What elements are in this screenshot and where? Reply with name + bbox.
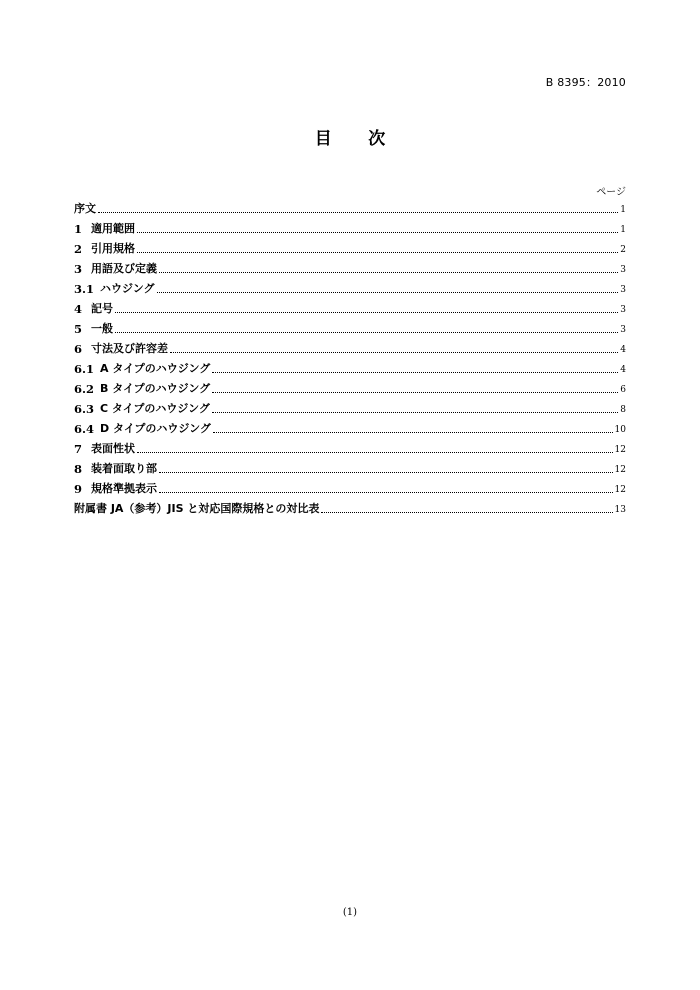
toc-entry-2[interactable] bbox=[74, 239, 626, 259]
toc-entry-3[interactable] bbox=[74, 259, 626, 279]
toc-entry-title: 装着面取り部 bbox=[91, 462, 157, 475]
toc-entry-title: C タイプのハウジング bbox=[100, 402, 210, 415]
toc-entry-6-2[interactable] bbox=[74, 379, 626, 399]
toc-entry-page: 6 bbox=[620, 385, 626, 395]
toc-entry-title: 引用規格 bbox=[91, 242, 135, 255]
toc-entry-number: 6.1 bbox=[74, 362, 95, 376]
toc-entry-title: 寸法及び許容差 bbox=[91, 342, 168, 355]
toc-entry-page: 1 bbox=[620, 225, 626, 235]
toc-entry-1[interactable] bbox=[74, 219, 626, 239]
toc-entry-3-1[interactable] bbox=[74, 279, 626, 299]
toc-entry-title: 規格準拠表示 bbox=[91, 482, 157, 495]
toc-entry-page: 10 bbox=[614, 425, 626, 435]
page-column-heading: ページ bbox=[596, 187, 626, 198]
toc-entry-number: 6.4 bbox=[74, 422, 95, 436]
table-of-contents bbox=[74, 199, 626, 519]
toc-entry-number: 2 bbox=[74, 242, 83, 256]
toc-entry-title: 記号 bbox=[91, 302, 113, 315]
toc-entry-number: 1 bbox=[74, 222, 83, 236]
toc-dot-leader bbox=[212, 372, 618, 373]
toc-entry-number: 7 bbox=[74, 442, 83, 456]
toc-entry-7[interactable] bbox=[74, 439, 626, 459]
toc-entry-number: 3 bbox=[74, 262, 83, 276]
toc-dot-leader bbox=[213, 432, 613, 433]
toc-entry-page: 4 bbox=[620, 365, 626, 375]
toc-entry-page: 12 bbox=[614, 465, 626, 475]
toc-entry-6[interactable] bbox=[74, 339, 626, 359]
toc-entry-6-4[interactable] bbox=[74, 419, 626, 439]
toc-entry-number: 8 bbox=[74, 462, 83, 476]
toc-entry-title: D タイプのハウジング bbox=[100, 422, 211, 435]
toc-dot-leader bbox=[170, 352, 618, 353]
toc-entry-page: 8 bbox=[620, 405, 626, 415]
toc-entry-number: 6.2 bbox=[74, 382, 95, 396]
toc-dot-leader bbox=[137, 452, 613, 453]
toc-entry-page: 3 bbox=[620, 305, 626, 315]
toc-dot-leader bbox=[115, 332, 618, 333]
document-code: B 8395：2010 bbox=[545, 76, 626, 89]
toc-entry-page: 3 bbox=[620, 285, 626, 295]
toc-entry-page: 4 bbox=[620, 345, 626, 355]
toc-entry-page: 3 bbox=[620, 265, 626, 275]
toc-entry-title: ハウジング bbox=[100, 282, 155, 295]
toc-dot-leader bbox=[212, 392, 618, 393]
toc-entry-title: 表面性状 bbox=[91, 442, 135, 455]
toc-dot-leader bbox=[159, 492, 613, 493]
toc-entry-title: 適用範囲 bbox=[91, 222, 135, 235]
toc-entry-number: 5 bbox=[74, 322, 83, 336]
toc-entry-8[interactable] bbox=[74, 459, 626, 479]
toc-entry-number: 9 bbox=[74, 482, 83, 496]
toc-entry-6-3[interactable] bbox=[74, 399, 626, 419]
toc-entry-4[interactable] bbox=[74, 299, 626, 319]
toc-entry-page: 12 bbox=[614, 445, 626, 455]
toc-entry-page: 3 bbox=[620, 325, 626, 335]
page-number-footer: (1) bbox=[342, 907, 358, 918]
toc-entry-title: 序文 bbox=[74, 202, 96, 215]
toc-dot-leader bbox=[98, 212, 618, 213]
toc-entry-page: 2 bbox=[620, 245, 626, 255]
toc-entry-page: 12 bbox=[614, 485, 626, 495]
toc-entry-9[interactable] bbox=[74, 479, 626, 499]
toc-dot-leader bbox=[137, 232, 618, 233]
toc-entry-title: B タイプのハウジング bbox=[100, 382, 211, 395]
toc-entry-page: 1 bbox=[620, 205, 626, 215]
toc-entry-6-1[interactable] bbox=[74, 359, 626, 379]
toc-entry-title: 附属書 JA（参考）JIS と対応国際規格との対比表 bbox=[74, 502, 320, 515]
toc-dot-leader bbox=[159, 472, 613, 473]
page-title: 目 次 bbox=[314, 129, 401, 149]
toc-entry-page: 13 bbox=[614, 505, 626, 515]
toc-dot-leader bbox=[115, 312, 618, 313]
toc-entry-annex-ja[interactable] bbox=[74, 499, 626, 519]
toc-entry-number: 4 bbox=[74, 302, 83, 316]
toc-entry-number: 3.1 bbox=[74, 282, 95, 296]
toc-entry-preface[interactable] bbox=[74, 199, 626, 219]
toc-entry-number: 6 bbox=[74, 342, 83, 356]
toc-dot-leader bbox=[157, 292, 619, 293]
toc-dot-leader bbox=[159, 272, 618, 273]
toc-entry-title: A タイプのハウジング bbox=[100, 362, 211, 375]
toc-entry-number: 6.3 bbox=[74, 402, 95, 416]
toc-dot-leader bbox=[137, 252, 618, 253]
toc-dot-leader bbox=[321, 512, 612, 513]
toc-entry-title: 一般 bbox=[91, 322, 113, 335]
toc-entry-5[interactable] bbox=[74, 319, 626, 339]
toc-dot-leader bbox=[212, 412, 618, 413]
toc-entry-title: 用語及び定義 bbox=[91, 262, 157, 275]
